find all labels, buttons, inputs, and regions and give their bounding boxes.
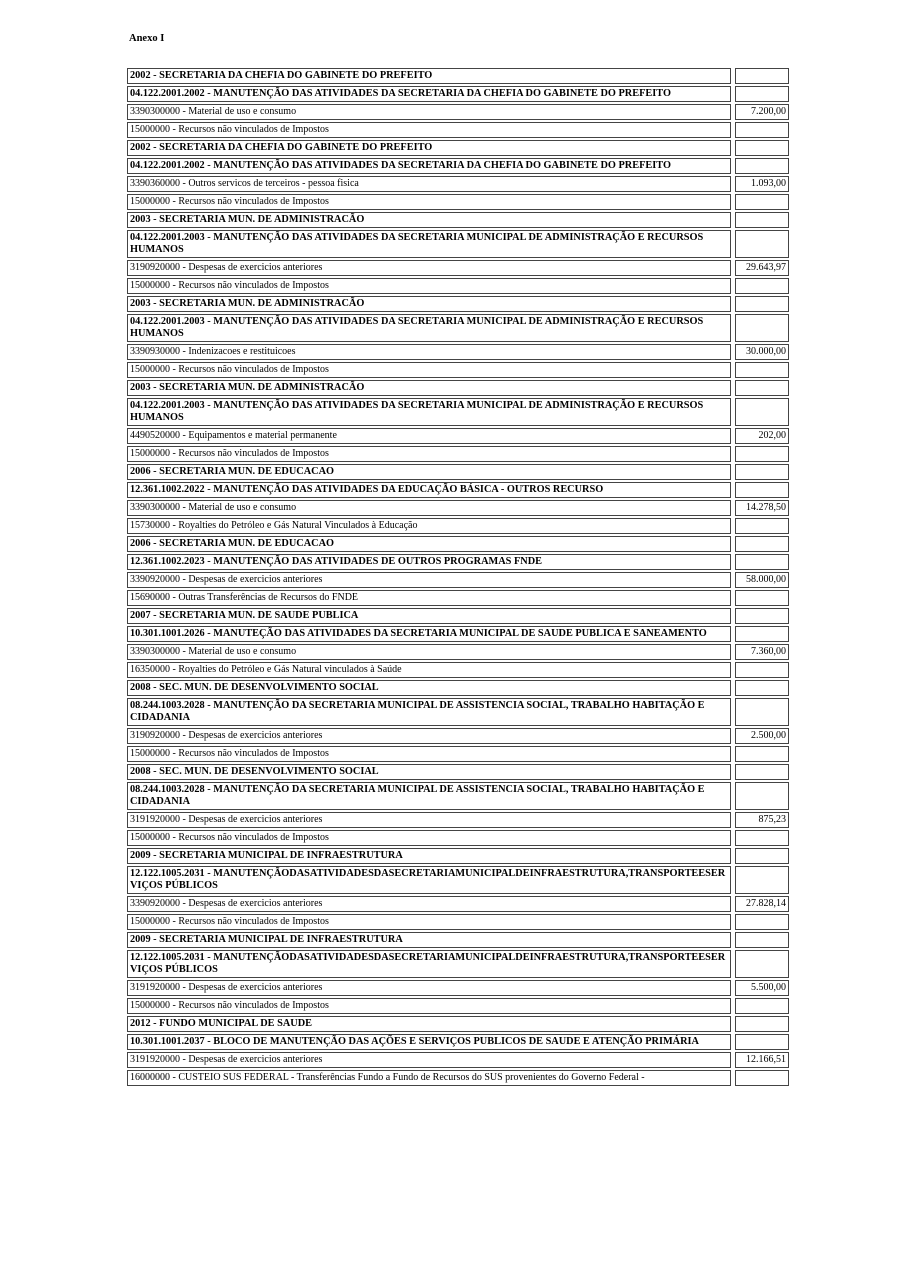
item-description-cell: 15000000 - Recursos não vinculados de Impostos xyxy=(127,998,731,1014)
section-heading-cell: 12.122.1005.2031 - MANUTENÇÃODASATIVIDADESDASECRETARIAMUNICIPALDEINFRAESTRUTURA,TRANSPORTEESERVIÇOS PÚBLICOS xyxy=(127,950,731,978)
table-row xyxy=(127,68,789,84)
budget-table xyxy=(127,68,789,1088)
item-description-cell: 3191920000 - Despesas de exercicios anteriores xyxy=(127,812,731,828)
amount-cell: 14.278,50 xyxy=(735,500,789,516)
amount-cell xyxy=(735,680,789,696)
amount-cell: 27.828,14 xyxy=(735,896,789,912)
amount-cell: 29.643,97 xyxy=(735,260,789,276)
amount-cell xyxy=(735,698,789,726)
amount-cell xyxy=(735,998,789,1014)
amount-cell xyxy=(735,554,789,570)
item-description-cell: 3390920000 - Despesas de exercicios anteriores xyxy=(127,896,731,912)
item-description-cell: 3190920000 - Despesas de exercicios anteriores xyxy=(127,728,731,744)
amount-cell xyxy=(735,158,789,174)
amount-cell xyxy=(735,1070,789,1086)
amount-cell: 58.000,00 xyxy=(735,572,789,588)
amount-cell xyxy=(735,446,789,462)
amount-cell xyxy=(735,68,789,84)
table-row xyxy=(127,536,789,552)
section-heading-cell: 12.361.1002.2023 - MANUTENÇÃO DAS ATIVIDADES DE OUTROS PROGRAMAS FNDE xyxy=(127,554,731,570)
table-row xyxy=(127,500,789,516)
table-row xyxy=(127,380,789,396)
amount-cell xyxy=(735,866,789,894)
item-description-cell: 15000000 - Recursos não vinculados de Impostos xyxy=(127,746,731,762)
table-row xyxy=(127,230,789,258)
table-row xyxy=(127,680,789,696)
amount-cell: 1.093,00 xyxy=(735,176,789,192)
section-heading-cell: 08.244.1003.2028 - MANUTENÇÃO DA SECRETARIA MUNICIPAL DE ASSISTENCIA SOCIAL, TRABALHO HABITAÇÃO E CIDADANIA xyxy=(127,782,731,810)
item-description-cell: 3390300000 - Material de uso e consumo xyxy=(127,644,731,660)
amount-cell: 7.200,00 xyxy=(735,104,789,120)
amount-cell xyxy=(735,746,789,762)
table-row xyxy=(127,608,789,624)
table-row xyxy=(127,398,789,426)
amount-cell xyxy=(735,314,789,342)
section-heading-cell: 04.122.2001.2003 - MANUTENÇÃO DAS ATIVIDADES DA SECRETARIA MUNICIPAL DE ADMINISTRAÇÃO E RECURSOS HUMANOS xyxy=(127,230,731,258)
amount-cell: 2.500,00 xyxy=(735,728,789,744)
amount-cell: 875,23 xyxy=(735,812,789,828)
amount-cell xyxy=(735,230,789,258)
table-row xyxy=(127,1070,789,1086)
amount-cell: 5.500,00 xyxy=(735,980,789,996)
table-row xyxy=(127,896,789,912)
table-row xyxy=(127,662,789,678)
section-heading-cell: 2009 - SECRETARIA MUNICIPAL DE INFRAESTRUTURA xyxy=(127,848,731,864)
section-heading-cell: 2008 - SEC. MUN. DE DESENVOLVIMENTO SOCIAL xyxy=(127,680,731,696)
table-row xyxy=(127,626,789,642)
amount-cell xyxy=(735,950,789,978)
amount-cell xyxy=(735,194,789,210)
table-row xyxy=(127,698,789,726)
amount-cell xyxy=(735,86,789,102)
item-description-cell: 15000000 - Recursos não vinculados de Impostos xyxy=(127,194,731,210)
table-row xyxy=(127,86,789,102)
amount-cell xyxy=(735,212,789,228)
amount-cell xyxy=(735,590,789,606)
amount-cell xyxy=(735,518,789,534)
amount-cell: 30.000,00 xyxy=(735,344,789,360)
amount-cell xyxy=(735,464,789,480)
table-row xyxy=(127,314,789,342)
table-row xyxy=(127,1034,789,1050)
table-row xyxy=(127,746,789,762)
item-description-cell: 15000000 - Recursos não vinculados de Impostos xyxy=(127,122,731,138)
table-row xyxy=(127,644,789,660)
table-row xyxy=(127,572,789,588)
amount-cell xyxy=(735,764,789,780)
table-row xyxy=(127,122,789,138)
amount-cell xyxy=(735,362,789,378)
table-row xyxy=(127,590,789,606)
page-heading: Anexo I xyxy=(129,33,165,44)
amount-cell xyxy=(735,848,789,864)
section-heading-cell: 08.244.1003.2028 - MANUTENÇÃO DA SECRETARIA MUNICIPAL DE ASSISTENCIA SOCIAL, TRABALHO HABITAÇÃO E CIDADANIA xyxy=(127,698,731,726)
item-description-cell: 3390360000 - Outros servicos de terceiros - pessoa fisica xyxy=(127,176,731,192)
item-description-cell: 3390300000 - Material de uso e consumo xyxy=(127,104,731,120)
amount-cell xyxy=(735,914,789,930)
item-description-cell: 15730000 - Royalties do Petróleo e Gás Natural Vinculados à Educação xyxy=(127,518,731,534)
section-heading-cell: 2002 - SECRETARIA DA CHEFIA DO GABINETE DO PREFEITO xyxy=(127,68,731,84)
table-row xyxy=(127,482,789,498)
table-row xyxy=(127,866,789,894)
table-row xyxy=(127,554,789,570)
amount-cell: 202,00 xyxy=(735,428,789,444)
table-row xyxy=(127,914,789,930)
amount-cell xyxy=(735,140,789,156)
section-heading-cell: 2006 - SECRETARIA MUN. DE EDUCACAO xyxy=(127,536,731,552)
table-row xyxy=(127,830,789,846)
section-heading-cell: 04.122.2001.2003 - MANUTENÇÃO DAS ATIVIDADES DA SECRETARIA MUNICIPAL DE ADMINISTRAÇÃO E RECURSOS HUMANOS xyxy=(127,398,731,426)
section-heading-cell: 12.122.1005.2031 - MANUTENÇÃODASATIVIDADESDASECRETARIAMUNICIPALDEINFRAESTRUTURA,TRANSPORTEESERVIÇOS PÚBLICOS xyxy=(127,866,731,894)
item-description-cell: 4490520000 - Equipamentos e material permanente xyxy=(127,428,731,444)
section-heading-cell: 04.122.2001.2002 - MANUTENÇÃO DAS ATIVIDADES DA SECRETARIA DA CHEFIA DO GABINETE DO PREFEITO xyxy=(127,86,731,102)
item-description-cell: 3191920000 - Despesas de exercicios anteriores xyxy=(127,980,731,996)
section-heading-cell: 2009 - SECRETARIA MUNICIPAL DE INFRAESTRUTURA xyxy=(127,932,731,948)
item-description-cell: 15000000 - Recursos não vinculados de Impostos xyxy=(127,830,731,846)
amount-cell xyxy=(735,608,789,624)
amount-cell xyxy=(735,932,789,948)
table-row xyxy=(127,104,789,120)
amount-cell: 12.166,51 xyxy=(735,1052,789,1068)
amount-cell xyxy=(735,662,789,678)
amount-cell xyxy=(735,782,789,810)
item-description-cell: 3390920000 - Despesas de exercicios anteriores xyxy=(127,572,731,588)
section-heading-cell: 2008 - SEC. MUN. DE DESENVOLVIMENTO SOCIAL xyxy=(127,764,731,780)
item-description-cell: 15690000 - Outras Transferências de Recursos do FNDE xyxy=(127,590,731,606)
section-heading-cell: 2007 - SECRETARIA MUN. DE SAUDE PUBLICA xyxy=(127,608,731,624)
amount-cell xyxy=(735,380,789,396)
item-description-cell: 3390930000 - Indenizacoes e restituicoes xyxy=(127,344,731,360)
section-heading-cell: 04.122.2001.2002 - MANUTENÇÃO DAS ATIVIDADES DA SECRETARIA DA CHEFIA DO GABINETE DO PREFEITO xyxy=(127,158,731,174)
section-heading-cell: 12.361.1002.2022 - MANUTENÇÃO DAS ATIVIDADES DA EDUCAÇÃO BÁSICA - OUTROS RECURSO xyxy=(127,482,731,498)
table-row xyxy=(127,518,789,534)
table-row xyxy=(127,782,789,810)
table-row xyxy=(127,1052,789,1068)
item-description-cell: 3190920000 - Despesas de exercicios anteriores xyxy=(127,260,731,276)
section-heading-cell: 10.301.1001.2037 - BLOCO DE MANUTENÇÃO DAS AÇÕES E SERVIÇOS PUBLICOS DE SAUDE E ATENÇÃO PRIMÁRIA xyxy=(127,1034,731,1050)
table-row xyxy=(127,194,789,210)
amount-cell xyxy=(735,278,789,294)
table-row xyxy=(127,362,789,378)
item-description-cell: 15000000 - Recursos não vinculados de Impostos xyxy=(127,362,731,378)
table-row xyxy=(127,278,789,294)
section-heading-cell: 2003 - SECRETARIA MUN. DE ADMINISTRACÃO xyxy=(127,380,731,396)
amount-cell xyxy=(735,626,789,642)
table-row xyxy=(127,812,789,828)
item-description-cell: 3390300000 - Material de uso e consumo xyxy=(127,500,731,516)
section-heading-cell: 04.122.2001.2003 - MANUTENÇÃO DAS ATIVIDADES DA SECRETARIA MUNICIPAL DE ADMINISTRAÇÃO E RECURSOS HUMANOS xyxy=(127,314,731,342)
section-heading-cell: 10.301.1001.2026 - MANUTEÇÃO DAS ATIVIDADES DA SECRETARIA MUNICIPAL DE SAUDE PUBLICA E SANEAMENTO xyxy=(127,626,731,642)
item-description-cell: 16000000 - CUSTEIO SUS FEDERAL - Transferências Fundo a Fundo de Recursos do SUS provenientes do Governo Federal - xyxy=(127,1070,731,1086)
table-row xyxy=(127,998,789,1014)
table-row xyxy=(127,728,789,744)
table-row xyxy=(127,848,789,864)
table-row xyxy=(127,260,789,276)
table-row xyxy=(127,1016,789,1032)
item-description-cell: 15000000 - Recursos não vinculados de Impostos xyxy=(127,914,731,930)
section-heading-cell: 2003 - SECRETARIA MUN. DE ADMINISTRACÃO xyxy=(127,296,731,312)
table-row xyxy=(127,446,789,462)
table-row xyxy=(127,296,789,312)
section-heading-cell: 2002 - SECRETARIA DA CHEFIA DO GABINETE DO PREFEITO xyxy=(127,140,731,156)
amount-cell xyxy=(735,296,789,312)
table-row xyxy=(127,428,789,444)
amount-cell xyxy=(735,536,789,552)
table-row xyxy=(127,140,789,156)
item-description-cell: 16350000 - Royalties do Petróleo e Gás Natural vinculados à Saúde xyxy=(127,662,731,678)
table-row xyxy=(127,212,789,228)
table-row xyxy=(127,158,789,174)
amount-cell xyxy=(735,398,789,426)
table-row xyxy=(127,764,789,780)
table-row xyxy=(127,176,789,192)
section-heading-cell: 2006 - SECRETARIA MUN. DE EDUCACAO xyxy=(127,464,731,480)
amount-cell xyxy=(735,122,789,138)
table-row xyxy=(127,344,789,360)
amount-cell xyxy=(735,1034,789,1050)
table-row xyxy=(127,932,789,948)
item-description-cell: 3191920000 - Despesas de exercicios anteriores xyxy=(127,1052,731,1068)
amount-cell xyxy=(735,830,789,846)
item-description-cell: 15000000 - Recursos não vinculados de Impostos xyxy=(127,278,731,294)
section-heading-cell: 2003 - SECRETARIA MUN. DE ADMINISTRACÃO xyxy=(127,212,731,228)
amount-cell: 7.360,00 xyxy=(735,644,789,660)
table-row xyxy=(127,464,789,480)
item-description-cell: 15000000 - Recursos não vinculados de Impostos xyxy=(127,446,731,462)
section-heading-cell: 2012 - FUNDO MUNICIPAL DE SAUDE xyxy=(127,1016,731,1032)
amount-cell xyxy=(735,1016,789,1032)
table-row xyxy=(127,980,789,996)
amount-cell xyxy=(735,482,789,498)
table-row xyxy=(127,950,789,978)
